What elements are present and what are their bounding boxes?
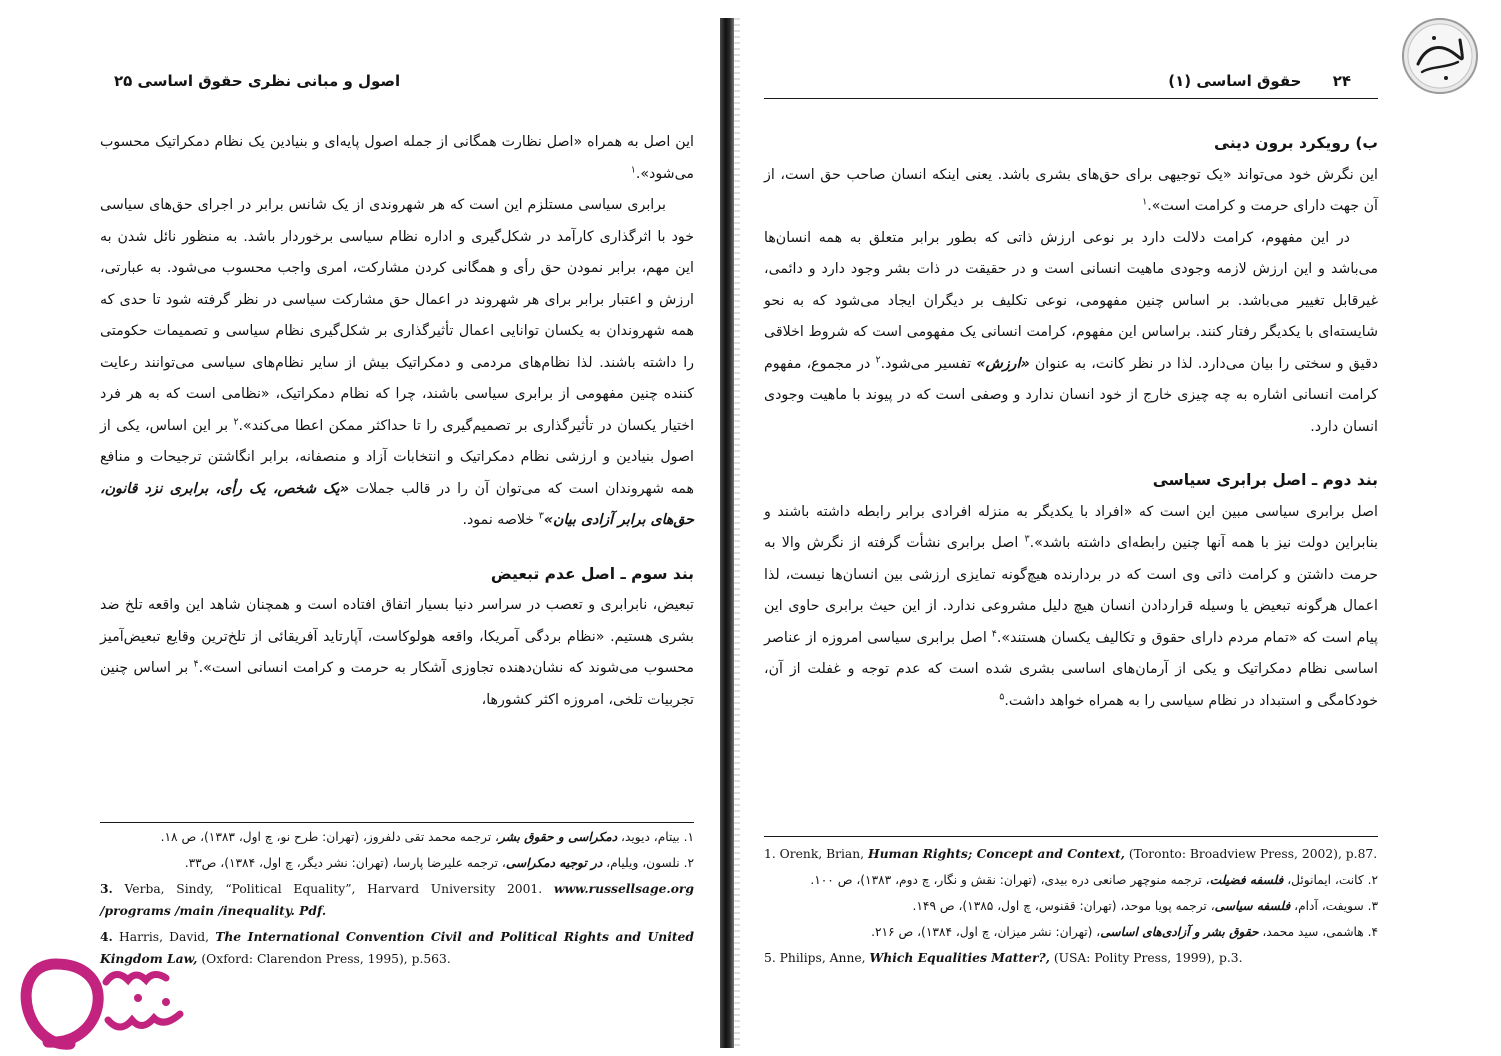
paragraph-text: خلاصه نمود.: [462, 512, 539, 528]
section-heading: بند دوم ـ اصل برابری سیاسی: [1152, 471, 1378, 489]
page-number: ۲۵: [114, 72, 133, 90]
footnote-ref: ۱: [630, 163, 636, 175]
header-rule: [764, 98, 1378, 99]
running-head-title: اصول و مبانی نظری حقوق اساسی: [137, 72, 401, 90]
paragraph-text: اصل برابری سیاسی مبین این است که «افراد با یکدیگر به منزله افرادی برابر رابطه داشته باشند و بنابراین دولت نیز با همه آنها چنین رابطه‌ای داشته باشد».: [764, 503, 1378, 551]
footnote-ref: ۳: [1024, 533, 1030, 545]
running-head-title: حقوق اساسی (۱): [1168, 72, 1302, 90]
footnote-ref: ۲: [875, 353, 881, 365]
footnote-ref: ۵: [999, 690, 1005, 702]
paragraph: [100, 590, 694, 716]
subsection-heading: ب) رویکرد برون دینی: [1214, 134, 1378, 152]
footnote: ۲. کانت، ایمانوئل، فلسفه فضیلت، ترجمه منوچهر صانعی دره بیدی، (تهران: نقش و نگار، چ دوم، ۱۳۸۳)، ص ۱۰۰.: [810, 873, 1378, 887]
footnote: 1. Orenk, Brian, Human Rights; Concept and Context, (Toronto: Broadview Press, 2002), p.87.: [764, 846, 1378, 861]
footnote-ref: ۴: [991, 627, 997, 639]
publisher-seal-logo: [1400, 16, 1480, 96]
page-number: ۲۴: [1332, 72, 1351, 90]
paragraph-text: تفسیر می‌شود.: [880, 355, 977, 372]
footnote: ۳. سویفت، آدام، فلسفه سیاسی، ترجمه پویا موحد، (تهران: ققنوس، چ اول، ۱۳۸۵)، ص ۱۴۹.: [912, 899, 1378, 913]
footnote: ۲. نلسون، ویلیام، در توجیه دمکراسی، ترجمه علیرضا پارسا، (تهران: نشر دیگر، چ اول، ۱۳۸۴)، ص۳۳.: [184, 856, 694, 870]
paragraph-text: این اصل به همراه «اصل نظارت همگانی از جمله اصول پایه‌ای و بنیادین یک نظام دمکراتیک محسوب می‌شود».: [100, 134, 694, 182]
footnote: 3. Verba, Sindy, “Political Equality”, Harvard University 2001. www.russellsage.org /programs /main /inequality. Pdf.: [100, 881, 694, 918]
left-body-text: [100, 127, 694, 716]
download-site-watermark-logo: [18, 958, 193, 1050]
paragraph-text: برابری سیاسی مستلزم این است که هر شهروندی از یک شانس برابر در اجرای حق‌های سیاسی خود با اثرگذاری کارآمد در شکل‌گیری و اداره نظام سیاسی برخوردار باشد. به منظور نائل شدن به این مهم، برابر نمودن حق رأی و همگانی کردن مشارکت، امری واجب محسوب می‌شود. به عبارتی، ارزش و اعتبار برابر برای هر شهروند در اعمال حق مشارکت سیاسی در نظر گرفته شود تا حدی که همه شهروندان به یکسان توانایی اعمال تأثیرگذاری بر شکل‌گیری نظام سیاسی و تصمیمات حکومتی را داشته باشند. لذا نظام‌های مردمی و دمکراتیک بیش از سایر نظام‌های سیاسی می‌توانند رعایت کننده چنین مفهومی از برابری سیاسی باشند، چرا که نظام دمکراتیک، «نظامی است که به هر فرد اختیار یکسان در تأثیرگذاری بر تصمیم‌گیری را تا حداکثر ممکن اعطا می‌کند».: [100, 197, 695, 434]
footnote: 5. Philips, Anne, Which Equalities Matter?, (USA: Polity Press, 1999), p.3.: [764, 950, 1243, 965]
right-page: [748, 0, 1501, 1056]
paragraph: [764, 223, 1378, 444]
paragraph-text: در این مفهوم، کرامت دلالت دارد بر نوعی ارزش ذاتی که بطور برابر متعلق به همه انسان‌ها می‌باشد و این ارزش لازمه وجودی ماهیت انسانی است و در حقیقت در ذات بشر وجود دارد و دائمی، غیرقابل تغییر می‌باشد. بر اساس چنین مفهومی، نوعی تکلیف بر دیگران ایجاد می‌شود که به نحو شایسته‌ای با یکدیگر رفتار کنند. براساس این مفهوم، کرامت انسانی یک مفهومی است که شروط اخلاقی دقیق و سختی را بیان می‌دارد. لذا در نظر کانت، به عنوان: [764, 229, 1378, 372]
running-head: [1168, 72, 1351, 90]
footnote: ۴. هاشمی، سید محمد، حقوق بشر و آزادی‌های اساسی، (تهران: نشر میزان، چ اول، ۱۳۸۴)، ص ۲۱۶.: [871, 925, 1378, 939]
paragraph-text: این نگرش خود می‌تواند «یک توجیهی برای حق‌های بشری باشد. یعنی اینکه انسان صاحب حق است، از آن جهت دارای حرمت و کرامت است».: [764, 166, 1378, 214]
paragraph-text: تبعیض، نابرابری و تعصب در سراسر دنیا بسیار اتفاق افتاده است و همچنان شاهد این واقعه تلخ ضد بشری هستیم. «نظام بردگی آمریکا، واقعه هولوکاست، آپارتاید آفریقائی از تلخ‌ترین وقایع تبعیض‌آمیز محسوب می‌شوند که نشان‌دهنده تجاوزی آشکار به حرمت و کرامت انسانی است».: [100, 597, 694, 676]
paragraph-text: در مجموع، مفهوم کرامت انسانی اشاره به چه چیزی خارج از خود انسان ندارد و وصفی است که در پیوند با ماهیت وجودی انسان دارد.: [764, 355, 1378, 435]
binding-shadow: [720, 18, 734, 1048]
paragraph: [764, 497, 1378, 718]
footnotes: [764, 843, 1378, 973]
emphasized-phrase: «یک شخص، یک رأی، برابری نزد قانون، حق‌های برابر آزادی بیان»: [100, 480, 694, 528]
emphasized-phrase: «ارزش»: [976, 355, 1030, 372]
footnotes: [100, 826, 694, 974]
footnote: 4. Harris, David, The International Convention Civil and Political Rights and United Kingdom Law, (Oxford: Clarendon Press, 1995), p.563.: [100, 929, 694, 966]
footnote-rule: [764, 836, 1378, 837]
footnote-rule: [100, 822, 694, 823]
section-heading: بند سوم ـ اصل عدم تبعیض: [490, 564, 694, 583]
footnote-ref: ۱: [1142, 196, 1148, 208]
left-page: [0, 0, 720, 1056]
paragraph: [100, 190, 694, 537]
paragraph-text: اصل برابری سیاسی امروزه از عناصر اساسی نظام دمکراتیک و یکی از آرمان‌های اساسی بشری شده است که عدم توجه و غفلت از آن، خودکامگی و استبداد در نظام سیاسی را به همراه خواهد داشت.: [764, 629, 1378, 709]
footnote-ref: ۴: [193, 658, 199, 670]
paragraph: [764, 160, 1378, 223]
paragraph: [100, 127, 694, 190]
paragraph-text: اصل برابری نشأت گرفته از نگرش والا به حرمت داشتن و کرامت ذاتی وی است که در بردارنده هیچ‌گونه تمایزی ارزشی بین انسان‌ها نیست، لذا اعمال هرگونه تبعیض یا وسیله قراردادن انسان هیچ دلیل مشروعی ندارد. از این حیث برابری حاوی این پیام است که «تمام مردم دارای حقوق و تکالیف یکسان هستند».: [764, 535, 1379, 646]
right-body-text: [764, 128, 1378, 717]
footnote: ۱. بیتام، دیوید، دمکراسی و حقوق بشر، ترجمه محمد تقی دلفروز، (تهران: طرح نو، چ اول، ۱۳۸۳)، ص ۱۸.: [160, 830, 694, 844]
footnote-ref: ۲: [233, 415, 239, 427]
paragraph-text: بر این اساس، یکی از اصول بنیادین و ارزشی نظام دمکراتیک و انتخابات آزاد و منصفانه، برابر انگاشتن ترجیحات و منافع همه شهروندان است که می‌توان آن را در قالب جملات: [100, 417, 694, 497]
footnote-ref: ۳: [538, 510, 544, 522]
running-head: [88, 72, 401, 90]
paragraph-text: بر اساس چنین تجربیات تلخی، امروزه اکثر کشورها،: [100, 660, 694, 708]
scan-noise: [734, 18, 740, 1048]
